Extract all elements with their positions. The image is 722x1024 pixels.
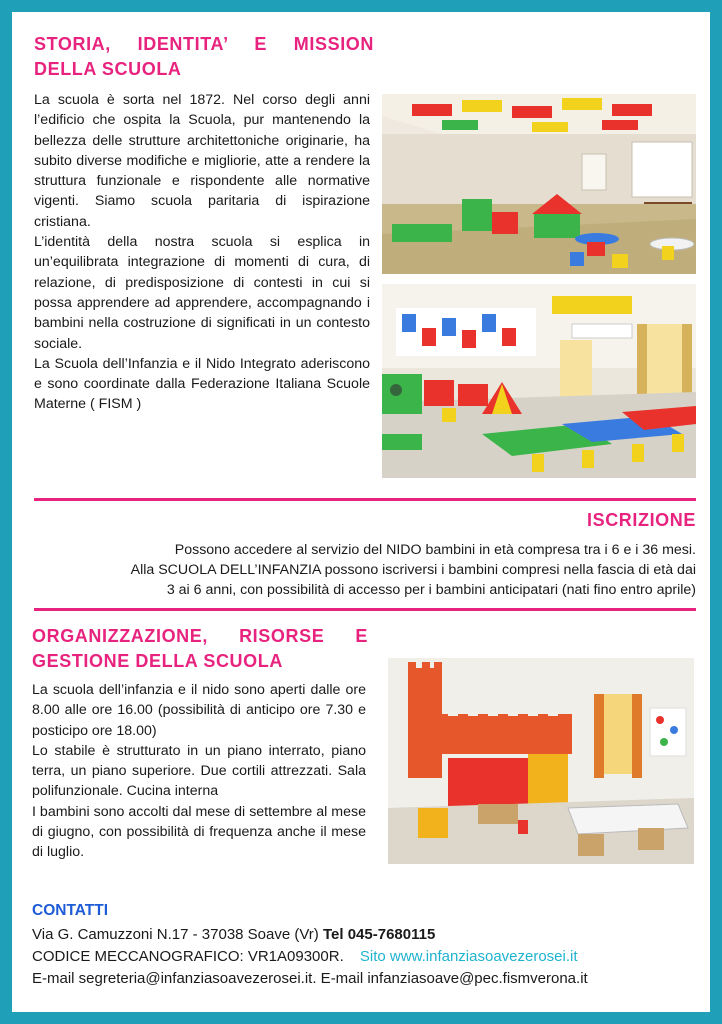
history-text <box>34 90 370 415</box>
enrollment-line: Possono accedere al servizio del NIDO bambini in età compresa tra i 6 e i 36 mesi. <box>174 542 696 558</box>
email-line[interactable]: E-mail segreteria@infanziasoavezerosei.it. E-mail infanziasoave@pec.fismverona.it <box>32 970 588 987</box>
contacts-title: CONTATTI <box>32 902 109 919</box>
hours-paragraph: La scuola dell’infanzia e il nido sono aperti dalle ore 8.00 alle ore 16.00 (possibilità di anticipo ore 7.30 e posticipo ore 18.00) <box>32 682 366 739</box>
divider <box>34 608 696 611</box>
classroom-illustration <box>382 284 696 478</box>
playroom-photo <box>388 658 694 864</box>
classroom-photo <box>382 284 696 478</box>
playroom-illustration <box>388 658 694 864</box>
fism-paragraph: La Scuola dell’Infanzia e il Nido Integrato aderiscono e sono coordinate dalla Federazione Italiana Scuole Materne ( FISM ) <box>34 355 370 413</box>
enrollment-line: Alla SCUOLA DELL’INFANZIA possono iscriversi i bambini compresi nella fascia di età dai <box>130 562 696 578</box>
section-title-line: GESTIONE DELLA SCUOLA <box>32 651 283 671</box>
identity-paragraph: L’identità della nostra scuola si esplica in un’equilibrata integrazione di momenti di cura, di relazione, di predisposizione di contesti in cui si possa apprendere ad apprendere, accompagnando i bambini nella costruzione di significati in un contesto sociale. <box>34 234 370 352</box>
calendar-paragraph: I bambini sono accolti dal mese di settembre al mese di giugno, con possibilità di frequenza anche il mese di luglio. <box>32 803 366 861</box>
flyer-page <box>12 12 710 1012</box>
section-title-history <box>34 32 374 82</box>
contacts-block <box>32 900 702 990</box>
history-paragraph: La scuola è sorta nel 1872. Nel corso degli anni l’edificio che ospita la Scuola, pur mantenendo la bellezza delle strutture architettoniche originarie, ha subito diverse modifiche e migliorie, atte a rendere la struttura funzionale e rispondente alle normative vigenti. Siamo scuola paritaria di ispirazione cristiana. <box>34 92 370 230</box>
school-hall-photo <box>382 94 696 274</box>
phone-link[interactable]: Tel 045-7680115 <box>322 926 436 943</box>
organization-text <box>32 680 366 863</box>
school-code: CODICE MECCANOGRAFICO: VR1A09300R. <box>32 948 344 965</box>
divider <box>34 498 696 501</box>
address-line <box>32 924 702 946</box>
school-hall-illustration <box>382 94 696 274</box>
website-link[interactable]: Sito www.infanziasoavezerosei.it <box>359 948 578 965</box>
section-title-enrollment: ISCRIZIONE <box>586 510 696 530</box>
address-text: Via G. Camuzzoni N.17 - 37038 Soave (Vr) <box>32 926 323 943</box>
code-line <box>32 946 702 968</box>
section-title-line: STORIA, IDENTITA’ E MISSION <box>34 34 374 54</box>
section-title-line: ORGANIZZAZIONE, RISORSE E <box>32 626 368 646</box>
building-paragraph: Lo stabile è strutturato in un piano interrato, piano terra, un piano superiore. Due cortili attrezzati. Sala polifunzionale. Cucina interna <box>32 742 366 800</box>
section-title-line: DELLA SCUOLA <box>34 59 182 79</box>
section-title-organization <box>32 624 368 674</box>
enrollment-text <box>26 540 696 600</box>
enrollment-line: 3 ai 6 anni, con possibilità di accesso per i bambini anticipatari (nati fino entro aprile) <box>166 582 696 598</box>
